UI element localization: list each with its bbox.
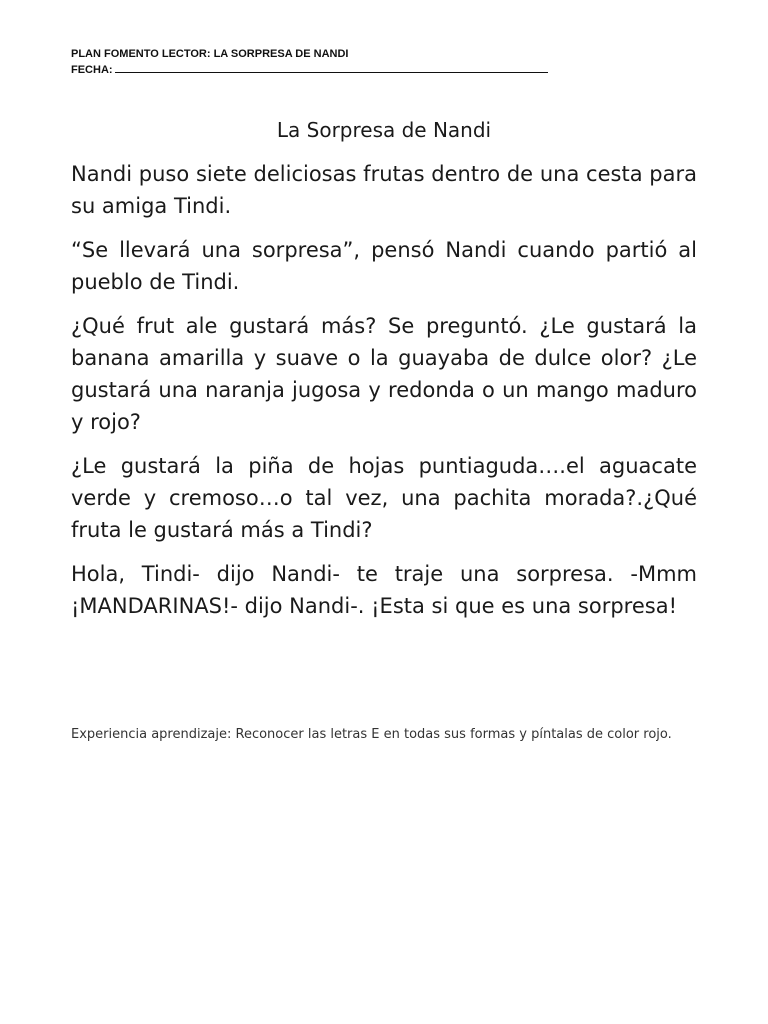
learning-activity-note: Experiencia aprendizaje: Reconocer las letras E en todas sus formas y píntalas de color rojo. (71, 727, 672, 742)
date-blank-line (115, 62, 548, 73)
story-paragraph-3: ¿Qué frut ale gustará más? Se preguntó. ¿Le gustará la banana amarilla y suave o la guayaba de dulce olor? ¿Le gustará una naranja jugosa y redonda o un mango maduro y rojo? (71, 314, 697, 434)
story-paragraph-1: Nandi puso siete deliciosas frutas dentro de una cesta para su amiga Tindi. (71, 162, 697, 218)
plan-title: PLAN FOMENTO LECTOR: LA SORPRESA DE NANDI (71, 48, 349, 60)
story-paragraph-5: Hola, Tindi- dijo Nandi- te traje una sorpresa. -Mmm ¡MANDARINAS!- dijo Nandi-. ¡Esta si que es una sorpresa! (71, 562, 697, 618)
story-paragraph-2: “Se llevará una sorpresa”, pensó Nandi cuando partió al pueblo de Tindi. (71, 238, 697, 294)
document-header (71, 46, 548, 78)
story-body (71, 158, 697, 634)
story-paragraph-4: ¿Le gustará la piña de hojas puntiaguda….el aguacate verde y cremoso…o tal vez, una pachita morada?.¿Qué fruta le gustará más a Tindi? (71, 454, 697, 542)
date-field (71, 62, 548, 78)
story-title: La Sorpresa de Nandi (276, 118, 492, 142)
date-label: FECHA: (71, 64, 113, 76)
